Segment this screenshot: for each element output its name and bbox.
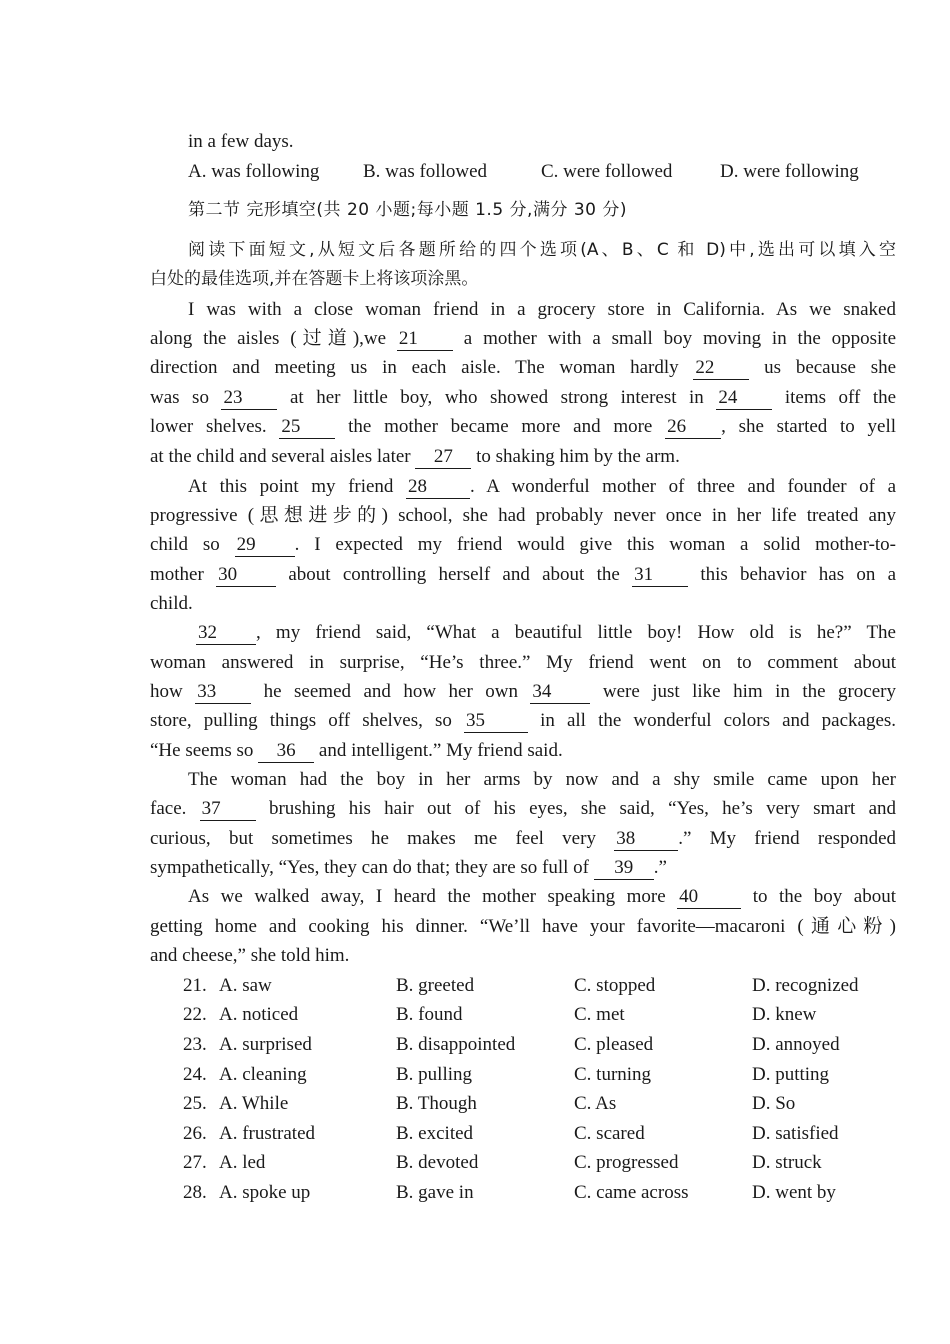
passage-line: woman answered in surprise, “He’s three.” My friend went on to comment about [150, 652, 896, 673]
blank-38: 38 [614, 828, 678, 851]
option-b: B. gave in [396, 1182, 474, 1203]
blank-28: 28 [406, 476, 470, 499]
passage-line: progressive (思想进步的) school, she had probably never once in her life treated any [150, 505, 896, 526]
option-c: C. progressed [574, 1152, 679, 1173]
prev-option-c: C. were followed [541, 161, 673, 182]
passage-line: and cheese,” she told him. [150, 945, 350, 966]
option-b: B. found [396, 1004, 463, 1025]
passage-line: was so 23 at her little boy, who showed strong interest in 24 items off the [150, 387, 897, 408]
question-row [0, 1178, 950, 1207]
question-row [0, 1030, 950, 1059]
option-d: D. struck [752, 1152, 822, 1173]
passage-line: child so 29 . I expected my friend would give this woman a solid mother-to- [150, 534, 897, 555]
prev-question-tail: in a few days. [188, 131, 294, 152]
option-d: D. So [752, 1093, 796, 1114]
question-row [0, 1089, 950, 1118]
blank-30: 30 [216, 564, 276, 587]
passage-line: At this point my friend 28 . A wonderful mother of three and founder of a [188, 476, 896, 497]
option-a: A. led [219, 1152, 266, 1173]
question-number: 27. [183, 1152, 207, 1173]
option-d: D. knew [752, 1004, 817, 1025]
passage-line: “He seems so 36 and intelligent.” My friend said. [150, 740, 563, 761]
option-d: D. annoyed [752, 1034, 840, 1055]
option-a: A. While [219, 1093, 289, 1114]
blank-37: 37 [200, 798, 256, 821]
passage-line: face. 37 brushing his hair out of his eyes, she said, “Yes, he’s very smart and [150, 798, 897, 819]
section-heading: 第二节 完形填空(共 20 小题;每小题 1.5 分,满分 30 分) [188, 200, 628, 220]
passage-line: sympathetically, “Yes, they can do that; they are so full of 39 .” [150, 857, 667, 878]
blank-33: 33 [195, 681, 251, 704]
passage-line: 32 , my friend said, “What a beautiful little boy! How old is he?” The [198, 622, 896, 643]
question-row [0, 1148, 950, 1177]
option-d: D. went by [752, 1182, 836, 1203]
option-a: A. spoke up [219, 1182, 311, 1203]
question-number: 22. [183, 1004, 207, 1025]
blank-21: 21 [397, 328, 453, 351]
blank-34: 34 [530, 681, 590, 704]
question-number: 26. [183, 1123, 207, 1144]
question-number: 23. [183, 1034, 207, 1055]
option-d: D. satisfied [752, 1123, 839, 1144]
option-a: A. saw [219, 975, 272, 996]
option-c: C. came across [574, 1182, 689, 1203]
option-b: B. pulling [396, 1064, 473, 1085]
question-number: 24. [183, 1064, 207, 1085]
option-b: B. Though [396, 1093, 477, 1114]
question-row [0, 1000, 950, 1029]
option-c: C. As [574, 1093, 617, 1114]
passage-line: I was with a close woman friend in a grocery store in California. As we snaked [188, 299, 896, 320]
question-row [0, 971, 950, 1000]
option-b: B. disappointed [396, 1034, 516, 1055]
question-row [0, 1060, 950, 1089]
passage-line: direction and meeting us in each aisle. The woman hardly 22 us because she [150, 357, 897, 378]
question-number: 28. [183, 1182, 207, 1203]
option-a: A. noticed [219, 1004, 299, 1025]
option-d: D. recognized [752, 975, 859, 996]
blank-23: 23 [221, 387, 277, 410]
blank-32: 32 [196, 622, 256, 645]
option-b: B. excited [396, 1123, 474, 1144]
blank-35: 35 [464, 710, 528, 733]
blank-39: 39 [594, 857, 654, 880]
option-a: A. surprised [219, 1034, 312, 1055]
option-c: C. scared [574, 1123, 645, 1144]
prev-option-b: B. was followed [363, 161, 488, 182]
instruction-line-2: 白处的最佳选项,并在答题卡上将该项涂黑。 [150, 269, 479, 289]
option-c: C. met [574, 1004, 625, 1025]
option-a: A. cleaning [219, 1064, 307, 1085]
passage-line: mother 30 about controlling herself and about the 31 this behavior has on a [150, 564, 897, 585]
option-d: D. putting [752, 1064, 830, 1085]
blank-29: 29 [235, 534, 295, 557]
instruction-line-1: 阅读下面短文,从短文后各题所给的四个选项(A、B、C 和 D)中,选出可以填入空 [188, 240, 896, 260]
passage-line: lower shelves. 25 the mother became more and more 26 , she started to yell [150, 416, 897, 437]
prev-option-d: D. were following [720, 161, 859, 182]
passage-line: how 33 he seemed and how her own 34 were just like him in the grocery [150, 681, 896, 702]
passage-line: along the aisles (过道),we 21 a mother with a small boy moving in the opposite [150, 328, 897, 349]
blank-24: 24 [716, 387, 772, 410]
prev-option-a: A. was following [188, 161, 320, 182]
blank-22: 22 [693, 357, 749, 380]
passage-line: getting home and cooking his dinner. “We’ll have your favorite—macaroni (通心粉) [150, 916, 896, 937]
blank-40: 40 [677, 886, 741, 909]
option-b: B. devoted [396, 1152, 479, 1173]
passage-line: at the child and several aisles later 27 to shaking him by the arm. [150, 446, 680, 467]
option-a: A. frustrated [219, 1123, 316, 1144]
question-number: 25. [183, 1093, 207, 1114]
question-row [0, 1119, 950, 1148]
passage-line: store, pulling things off shelves, so 35 in all the wonderful colors and packages. [150, 710, 897, 731]
question-number: 21. [183, 975, 207, 996]
passage-line: As we walked away, I heard the mother speaking more 40 to the boy about [188, 886, 896, 907]
passage-line: The woman had the boy in her arms by now and a shy smile came upon her [188, 769, 896, 790]
option-c: C. turning [574, 1064, 652, 1085]
passage-line: child. [150, 593, 193, 614]
blank-36: 36 [258, 740, 314, 763]
blank-31: 31 [632, 564, 688, 587]
option-b: B. greeted [396, 975, 475, 996]
blank-27: 27 [415, 446, 471, 469]
prev-question-options [0, 157, 950, 186]
option-c: C. pleased [574, 1034, 654, 1055]
blank-25: 25 [279, 416, 335, 439]
option-c: C. stopped [574, 975, 656, 996]
passage-line: curious, but sometimes he makes me feel very 38 .” My friend responded [150, 828, 897, 849]
blank-26: 26 [665, 416, 721, 439]
